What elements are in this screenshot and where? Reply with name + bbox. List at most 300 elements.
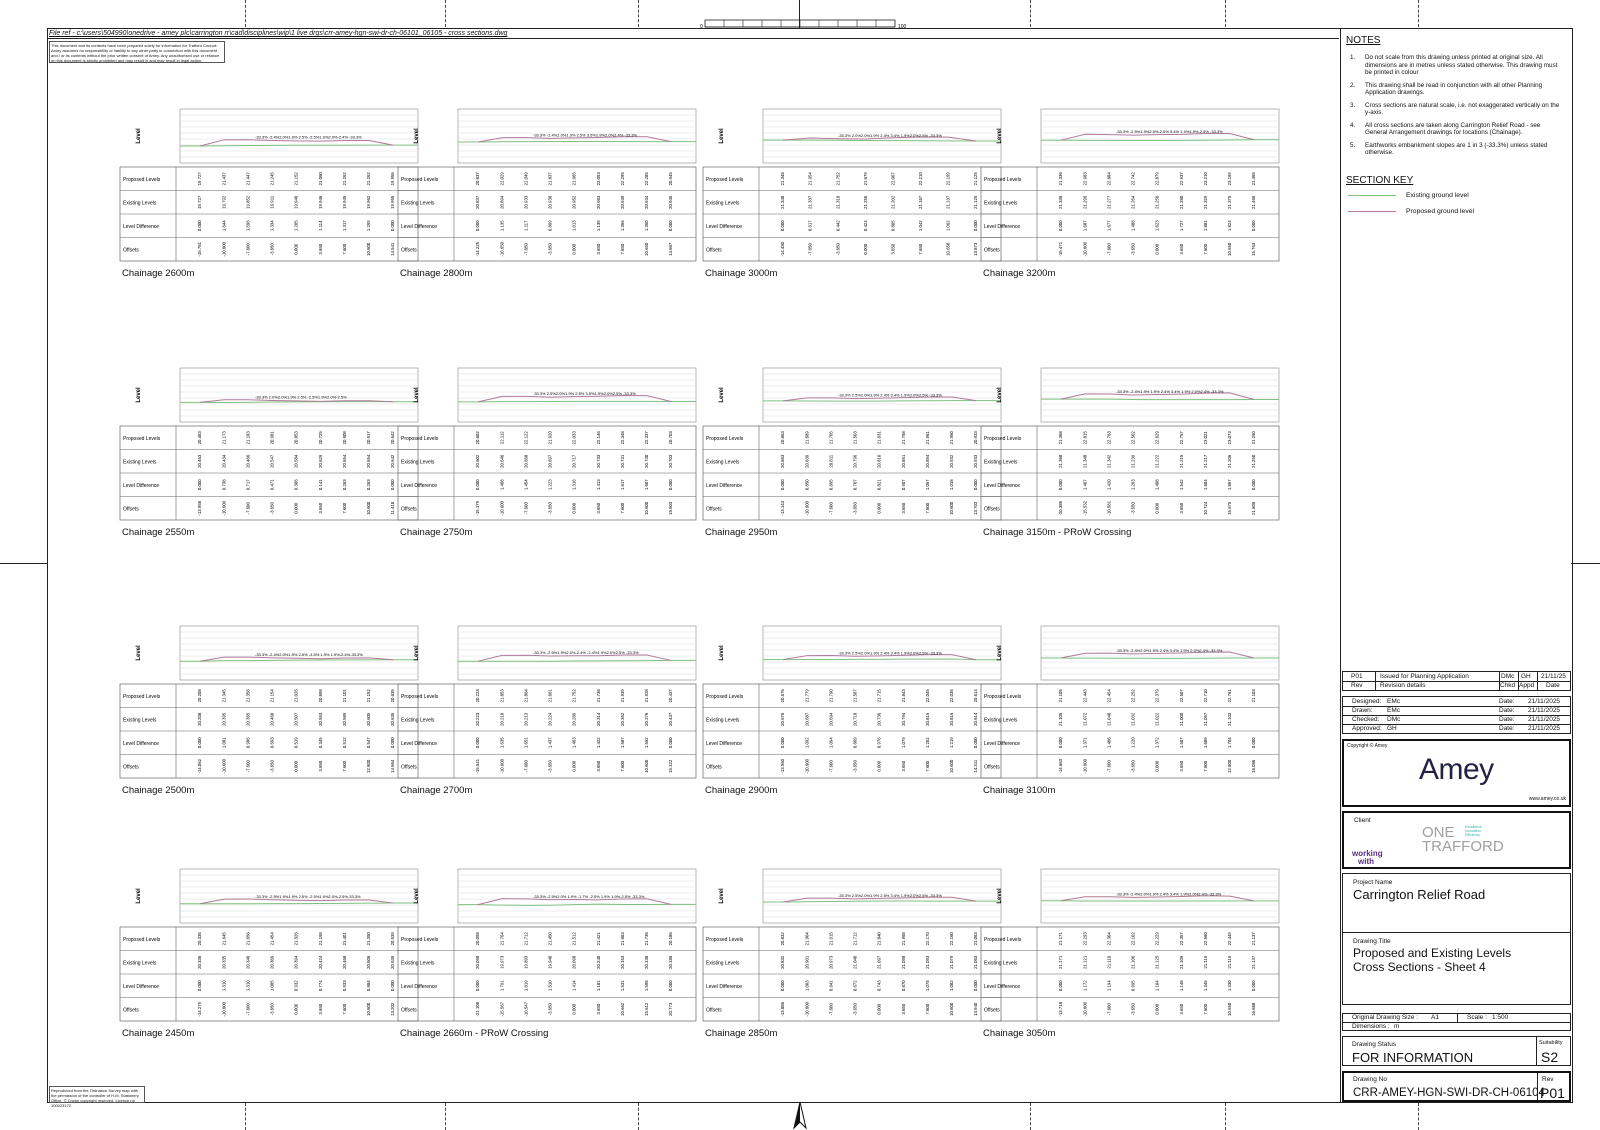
table-cell: 21.119 [1227,955,1233,969]
note-number: 3. [1350,101,1356,109]
table-row-label: Offsets [123,1007,139,1014]
table-cell: 22.295 [619,172,625,186]
disclaimer-box: This document and its contents have been prepared solely for information for Trafford Council. Amey assumes no responsibility or liability to any other party in connection with this document and / or its contents without the prior written consent of Amey. Any unauthorised use or reliance on this document is strictly prohibited and may result in and may result in legal action. [49,41,225,63]
table-cell: 21.063 [973,955,979,969]
table-cell: 23.021 [1202,431,1208,445]
table-cell: 21.105 [1058,689,1064,703]
table-cell: 0.306 [293,479,299,491]
table-cell: 1.263 [1130,479,1136,491]
table-cell: 20.962 [571,195,577,209]
table-cell: 0.717 [245,479,251,491]
table-cell: 21.715 [876,689,882,703]
rev-date: 21/11/25 [1541,673,1566,680]
drawing-title-line1: Proposed and Existing Levels [1353,946,1512,960]
existing-ground-line [458,660,696,661]
table-row-label: Proposed Levels [401,693,439,700]
table-cell: 21.712 [523,932,529,946]
cross-section-title: Chainage 2950m [705,527,778,538]
table-cell: 20.602 [475,454,481,468]
table-row-label: Proposed Levels [123,936,161,943]
table-cell: -7.600 [1106,760,1112,773]
table-cell: 0.895 [828,479,834,491]
table-row-label: Level Difference [401,482,438,489]
table-cell: 10.600 [949,1002,955,1016]
table-cell: -10.600 [221,500,227,516]
cross-section-chart [398,364,698,524]
table-cell: 0.000 [1154,243,1160,255]
table-cell: 1.082 [949,980,955,992]
table-cell: -3.650 [835,243,841,256]
sheet-tick [445,1103,446,1130]
table-cell: 0.995 [1130,980,1136,992]
cross-section-title: Chainage 2900m [705,785,778,796]
table-cell: 1.042 [917,220,923,232]
scale-bar [700,18,910,30]
table-cell: 21.336 [1058,172,1064,186]
table-row-label: Existing Levels [401,960,435,967]
table-cell: 20.208 [197,712,203,726]
table-cell: 0.000 [1154,760,1160,772]
status-label: Drawing Status [1352,1041,1397,1048]
table-cell: -14.225 [475,241,481,257]
cross-section-panel [120,622,420,822]
table-row-label: Proposed Levels [984,936,1022,943]
table-cell: 1.867 [1227,479,1233,491]
signoff-date-label: Date: [1499,725,1515,732]
table-cell: -14.062 [197,758,203,774]
amey-logo-box [1342,739,1571,807]
file-reference: File ref - c:\users\504990\onedrive - amey plc\carrington rr\cad\disciplines\wip\1 live drgs\crr-amey-hgn-swi-dr-ch-06101_06105 - cross sections.dwg [49,30,508,37]
table-cell: 1.067 [924,479,930,491]
y-axis-label: Level [136,888,142,904]
table-cell: 21.447 [245,172,251,186]
table-cell: 0.471 [269,479,275,491]
table-cell: -3.650 [547,1003,553,1016]
cross-section-title: Chainage 2660m - PRoW Crossing [400,1028,549,1039]
table-cell: 20.369 [269,955,275,969]
table-cell: 19.893 [523,955,529,969]
table-cell: 20.463 [197,431,203,445]
table-cell: 20.437 [668,712,674,726]
table-cell: 1.819 [523,980,529,992]
signoff-date-label: Date: [1499,707,1515,714]
y-axis-label: Level [719,128,725,144]
table-cell: 22.560 [1202,932,1208,946]
table-cell: 21.121 [1082,955,1088,969]
table-row-label: Level Difference [706,740,743,747]
table-cell: 20.539 [390,932,396,946]
table-cell: 20.365 [245,712,251,726]
table-cell: 1.094 [828,737,834,749]
table-cell: 20.186 [668,932,674,946]
table-cell: 0.000 [293,760,299,772]
table-cell: 1.422 [595,737,601,749]
table-cell: 15.503 [668,501,674,515]
table-cell: 7.650 [619,243,625,255]
table-cell: 20.138 [644,955,650,969]
cross-section-title: Chainage 3000m [705,268,778,279]
cross-section-panel [398,865,698,1065]
table-cell: 21.345 [221,689,227,703]
table-cell: 14.311 [973,759,979,773]
table-cell: 0.869 [852,737,858,749]
cross-section-chart [981,622,1281,782]
table-cell: 22.112 [499,431,505,445]
table-cell: 21.152 [293,172,299,186]
table-cell: 20.186 [668,955,674,969]
cross-section-title: Chainage 2850m [705,1028,778,1039]
grade-labels: -33.3% 2.5%2.0%1.9% 2.5% 3.4% 1.9%2.0%2.5% -33.3% [838,892,942,898]
table-cell: 3.650 [1178,502,1184,514]
table-cell: 21.904 [804,932,810,946]
table-cell: 0.000 [390,220,396,232]
table-cell: 0.738 [221,479,227,491]
table-cell: 21.217 [1202,454,1208,468]
table-cell: 21.000 [1178,712,1184,726]
table-row-label: Proposed Levels [984,693,1022,700]
y-axis-label: Level [414,128,420,144]
table-cell: 0.000 [390,980,396,992]
table-cell: 22.507 [1178,689,1184,703]
table-cell: 20.654 [341,454,347,468]
table-cell: 1.372 [1154,737,1160,749]
table-cell: 20.240 [595,955,601,969]
table-cell: 21.689 [804,431,810,445]
table-cell: 21.401 [341,932,347,946]
table-row-label: Offsets [984,764,1000,771]
grade-labels: -33.3% 2.5%2.0%1.9% 2.5% 3.5%1.9%2.0%2.5% -33.3% [533,391,636,397]
table-cell: 0.000 [1251,479,1257,491]
table-cell: 7.600 [1202,1003,1208,1015]
y-axis-label: Level [997,128,1003,144]
table-cell: 20.346 [245,955,251,969]
table-cell: 7.600 [619,760,625,772]
table-cell: 1.135 [499,220,505,232]
drawing-number-box [1342,1071,1571,1102]
table-cell: 21.239 [1130,454,1136,468]
table-cell: 22.252 [1130,689,1136,703]
table-cell: -3.650 [269,243,275,256]
table-cell: -3.650 [852,502,858,515]
table-cell: 12.800 [1227,759,1233,773]
cross-section-chart [120,622,420,782]
table-cell: 0.000 [668,980,674,992]
table-cell: 21.853 [499,689,505,703]
table-cell: 22.035 [949,689,955,703]
table-cell: 20.894 [499,195,505,209]
one-trafford-logo: ONE [1422,824,1455,841]
table-cell: 20.733 [595,454,601,468]
table-cell: -15.179 [475,500,481,516]
table-cell: 21.645 [221,932,227,946]
table-cell: 10.600 [949,759,955,773]
table-cell: 21.060 [317,172,323,186]
trafford-wordmark: TRAFFORD [1422,838,1504,855]
table-cell: 1.507 [1178,737,1184,749]
table-cell: 21.296 [1082,195,1088,209]
table-cell: 1.651 [523,737,529,749]
table-cell: 20.736 [876,712,882,726]
table-row-label: Offsets [706,764,722,771]
rev-value: P01 [1540,1085,1565,1101]
table-cell: 16.086 [1251,759,1257,773]
table-cell: 13.703 [973,501,979,515]
table-cell: -13.958 [197,500,203,516]
table-cell: 21.736 [644,932,650,946]
sheet-tick [1225,0,1226,27]
table-cell: 13.202 [390,1002,396,1016]
cross-section-chart [703,105,1003,265]
table-cell: 20.335 [221,955,227,969]
table-cell: 0.821 [876,479,882,491]
table-cell: 7.600 [619,502,625,514]
table-cell: 0.000 [1251,980,1257,992]
table-cell: 20.938 [547,195,553,209]
table-cell: 20.668 [523,454,529,468]
amey-logo: Amey [1419,753,1494,786]
table-cell: 22.884 [1106,172,1112,186]
table-cell: 3.650 [317,760,323,772]
existing-line-swatch [1348,195,1396,196]
table-cell: 20.395 [221,712,227,726]
table-cell: 7.600 [341,502,347,514]
table-cell: 21.954 [807,172,813,186]
table-cell: 21.125 [973,195,979,209]
table-cell: 0.000 [1251,220,1257,232]
north-arrow-icon [791,1100,809,1130]
table-cell: 21.968 [900,932,906,946]
table-cell: 10.724 [1202,501,1208,515]
table-cell: 20.314 [595,712,601,726]
grade-labels: -33.3% -2.5%1.9%2.0%-2.4% -2.4%1.9%2.0%2.5% -33.3% [533,650,639,656]
table-cell: 0.870 [900,980,906,992]
table-cell: 0.000 [293,1003,299,1015]
scale-label: Scale : [1467,1014,1487,1021]
grade-labels: -33.3% -2.4%2.0%1.9% 2.5% -2.5%1.9%2.0%-2.4% -33.3% [255,134,362,140]
table-cell: 22.146 [595,431,601,445]
sheet-tick [1418,1103,1419,1130]
table-cell: 21.503 [852,431,858,445]
table-cell: 0.000 [571,243,577,255]
table-cell: 21.348 [1082,454,1088,468]
sheet-tick [638,0,639,27]
table-row-label: Existing Levels [706,717,740,724]
table-cell: 21.171 [1058,932,1064,946]
signoff-label: Approved: [1352,725,1382,732]
table-cell: 0.000 [475,479,481,491]
signoff-date: 21/11/2025 [1528,725,1561,732]
table-cell: 0.000 [1154,1003,1160,1015]
existing-ground-line [1041,140,1279,141]
table-cell: 21.961 [924,431,930,445]
table-cell: 22.443 [1082,689,1088,703]
table-cell: 10.650 [1227,242,1233,256]
table-cell: 22.357 [1178,932,1184,946]
table-cell: -10.600 [1082,758,1088,774]
table-cell: 0.000 [973,737,979,749]
table-cell: 21.939 [619,689,625,703]
table-cell: 20.507 [293,712,299,726]
cross-section-chart [398,105,698,265]
table-cell: 21.661 [547,689,553,703]
table-cell: 1.408 [1154,479,1160,491]
table-cell: 20.863 [780,431,786,445]
table-cell: 1.219 [949,737,955,749]
y-axis-label: Level [136,645,142,661]
table-cell: 3.650 [1178,1003,1184,1015]
signoff-name: DMc [1387,716,1401,723]
signoff-name: GH [1387,725,1397,732]
note-item [1350,102,1562,117]
table-cell: 1.510 [547,980,553,992]
table-cell: 22.937 [1178,172,1184,186]
proposed-ground-line [1061,896,1254,901]
table-cell: 20.939 [619,195,625,209]
table-cell: 20.629 [317,454,323,468]
table-cell: 1.310 [221,980,227,992]
table-cell: 15.122 [668,759,674,773]
table-cell: 0.000 [197,220,203,232]
table-cell: -15.567 [499,1001,505,1017]
table-cell: 21.026 [293,689,299,703]
table-cell: 20.213 [523,712,529,726]
table-cell: 20.547 [269,454,275,468]
table-cell: 20.703 [668,454,674,468]
suitability-value: S2 [1541,1049,1559,1065]
sheet-tick [1030,0,1031,27]
table-cell: 1.623 [1154,220,1160,232]
table-cell: 0.000 [876,502,882,514]
table-cell: 22.304 [1106,932,1112,946]
table-row-label: Existing Levels [984,960,1018,967]
table-cell: 22.160 [949,932,955,946]
table-cell: 21.806 [1251,501,1257,515]
table-cell: 20.605 [366,712,372,726]
cross-section-panel [703,105,1003,305]
table-cell: 21.752 [835,172,841,186]
project-name: Carrington Relief Road [1353,887,1486,902]
working-with-logo [1352,850,1383,866]
grade-labels: -33.3% 2.5%2.0%1.9% 2.4% 3.4% 1.9%2.0%2.5% -33.3% [838,392,942,398]
table-row-label: Existing Levels [984,717,1018,724]
table-cell: 1.081 [221,737,227,749]
table-cell: -14.279 [197,1001,203,1017]
table-cell: 1.467 [1082,479,1088,491]
table-cell: 0.000 [862,243,868,255]
table-cell: 23.199 [1227,172,1233,186]
table-row-label: Proposed Levels [984,435,1022,442]
table-cell: 21.375 [1227,195,1233,209]
y-axis-label: Level [719,387,725,403]
table-cell: 21.154 [269,689,275,703]
table-cell: 20.837 [475,195,481,209]
table-cell: 1.542 [1178,479,1184,491]
table-cell: -7.600 [245,243,251,256]
table-cell: 20.460 [269,712,275,726]
table-cell: 0.907 [900,479,906,491]
table-row-label: Proposed Levels [706,936,744,943]
table-cell: 20.898 [317,689,323,703]
table-cell: 21.465 [1251,172,1257,186]
table-cell: 0.000 [197,479,203,491]
table-cell: 20.894 [924,454,930,468]
table-cell: 0.000 [668,479,674,491]
existing-ground-line [180,402,418,403]
sheet-tick [445,0,446,27]
signoff-label: Designed: [1352,698,1382,705]
table-row-label: Level Difference [123,740,160,747]
table-cell: 0.263 [341,479,347,491]
table-cell: 21.454 [269,932,275,946]
table-cell: 1.317 [341,220,347,232]
note-item [1350,142,1562,157]
client-box [1342,811,1571,869]
header-rule [47,38,1339,39]
table-cell: 10.600 [949,501,955,515]
table-cell: 20.863 [780,454,786,468]
y-axis-label: Level [997,387,1003,403]
note-text: Do not scale from this drawing unless printed at original size. All dimensions are in metres unless stated otherwise. This drawing must be printed in colour [1365,54,1558,76]
table-cell: 14.664 [390,759,396,773]
table-cell: 20.434 [221,454,227,468]
table-cell: 0.000 [475,737,481,749]
table-cell: 20.687 [804,712,810,726]
table-cell: 21.022 [1154,712,1160,726]
table-row-label: Proposed Levels [123,435,161,442]
table-cell: 1.078 [924,980,930,992]
table-cell: 20.717 [571,454,577,468]
table-cell: -10.600 [499,758,505,774]
y-axis-label: Level [719,888,725,904]
table-row-label: Proposed Levels [123,176,161,183]
centre-mark [0,563,47,564]
table-cell: 20.676 [780,689,786,703]
table-cell: 22.742 [1130,172,1136,186]
table-cell: 20.553 [317,712,323,726]
table-cell: 10.650 [644,242,650,256]
table-cell: 20.437 [668,689,674,703]
rev-header-chkd: Chkd [1500,682,1516,689]
table-row-label: Offsets [401,764,417,771]
table-cell: 1.413 [595,479,601,491]
table-cell: 3.650 [317,502,323,514]
table-cell: 20.336 [197,955,203,969]
table-cell: 20.208 [197,689,203,703]
table-row-label: Existing Levels [706,200,740,207]
table-cell: 20.654 [366,454,372,468]
table-row-label: Level Difference [123,983,160,990]
table-cell: 1.727 [1178,220,1184,232]
rev-header-details: Revision details [1380,682,1426,689]
signoff-date-label: Date: [1499,716,1515,723]
table-cell: 21.173 [221,431,227,445]
table-cell: 20.839 [804,454,810,468]
table-cell: 21.222 [1154,454,1160,468]
table-cell: 0.743 [876,980,882,992]
table-cell: 1.531 [619,980,625,992]
table-cell: 21.348 [780,172,786,186]
table-cell: 1.804 [1202,479,1208,491]
grade-labels: -33.3% -2.5%2.0% 1.9% -1.7% -2.5% 1.9% 1.9%-2.5% -33.3% [533,893,645,899]
table-row-label: Existing Levels [123,459,157,466]
cross-section-panel [703,364,1003,564]
rev-chkd: DMc [1501,673,1515,680]
table-cell: 1.791 [499,980,505,992]
existing-ground-line [180,903,418,904]
table-cell: 21.326 [293,932,299,946]
table-cell: 1.334 [269,220,275,232]
table-cell: 3.650 [595,243,601,255]
